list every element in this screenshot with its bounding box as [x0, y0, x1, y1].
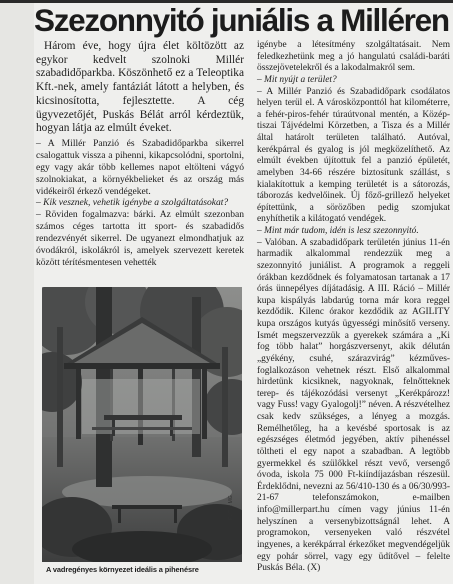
right-body — [257, 40, 450, 575]
left-body — [36, 138, 244, 269]
left-column — [36, 40, 244, 269]
photo-caption: A vadregényes környezet ideális a pihenésre — [46, 565, 199, 574]
body-paragraph: – A Millér Panzió és Szabadidőpark csodálatos helyen terül el. A városközponttól hat kilométerre, a fehér-piros-fehér túraútvonal mentén, a Közép-tiszai Tájvédelmi Körzetben, a Tisza és a Millér által határolt területen található. Autóval, kerékpárral és gyalog is jól megközelíthető. Az elmúlt években újítottuk fel a panzió épületét, amelyben 34-66 részére biztosítunk szállást, s kialakítottuk a kemping területét is a sátorozás, táborozás kedvelőinek. Új főző-grillező helyeket építettünk, a sörözőben pedig szomjukat enyhíthetik a kilátogató vendégek. — [257, 86, 450, 225]
lead-paragraph: Három éve, hogy újra élet költözött az egykor kedvelt szolnoki Millér szabadidőparkba. Köszönhető ez a Teleoptika Kft.-nek, amely fantáziát látott a helyben, és kicsinosította, fejlesztette. A cég ügyvezetőjét, Puskás Bélát arról kérdeztük, hogyan látja az elmúlt éveket. — [36, 40, 244, 135]
right-column — [257, 40, 450, 575]
interview-question: – Mit nyújt a terület? — [257, 74, 337, 85]
photo-credit: FOTÓ: MG — [228, 495, 234, 520]
interview-question: – Kik vesznek, vehetik igénybe a szolgáltatásokat? — [36, 197, 229, 209]
gazebo-in-forest-image — [42, 287, 242, 562]
article-headline: Szezonnyitó juniális a Milléren — [34, 2, 449, 38]
article-lead — [36, 40, 244, 136]
body-paragraph: – A Millér Panzió és Szabadidőparkba sikerrel csalogattuk vissza a pihenni, kikapcsolódni, sportolni, egy vagy akár több kellemes napot eltölteni vágyó szolnokiakat, a környékbelieket és az ország más vidékeiről érkező vendégeket. — [36, 137, 244, 197]
interview-question: – Mint már tudom, idén is lesz szezonnyitó. — [257, 226, 419, 236]
page-margin — [0, 0, 34, 584]
body-paragraph: – Valóban. A szabadidőpark területén június 11-én harmadik alkalommal rendezzük meg a szezonnyitó juniálist. A programok a reggeli órákban kezdődnek és folyamatosan tartanak a 17 órás ünnepélyes díjátadásig. A III. Ráció – Millér kupa kispályás labdarúg torna már kora reggel kezdődik. Kilenc órakor kezdődik az AGILITY kupa országos kutyás ügyességi minősítő verseny. Ismét megszervezzük a gyerekek számára a „Ki fog több halat” horgászversenyt, akik délután „gyékény, csuhé, szárazvirág” kézműves-foglalkozáson vehetnek részt. Első alkalommal hirdetünk kicsiknek, nagyoknak, felnőtteknek terep- és tájékozódási versenyt „Kerékpározz! vagy Fuss! vagy Gyalogolj!” néven. A részvételhez csak kedv szükséges, a lényeg a mozgás. Remélhetőleg, ha a kevésbé sportosak is az egészséges életmód jegyében, aktív pihenéssel töltheti el egy napot a szabadban. A legtöbb gyermekkel és szülőkkel részt vevő, versengő óvoda, iskola 75 000 Ft-kiíndíjazásban részesül. Érdeklődni, nevezni az 56/410-130 és a 06/30/993-21-67 telefonszámokon, e-mailben info@millerpart.hu címen vagy június 11-én helyszínen a versenybizottságnál lehet. A programokon, versenyeken való részvétel ingyenes, a kerékpárral érkezőket megvendégeljük egy pohár sörrel, vagy egy üdítővel – felelte Puskás Béla. (X) — [257, 237, 450, 574]
body-paragraph: – Röviden fogalmazva: bárki. Az elmúlt szezonban számos céges tartotta itt sport- és szabadidős rendezvényét sikerrel. De ugyanezt elmondhatjuk az óvodákról, iskolákról is, amelyek szervezett keretek között térítésmentesen vehették — [36, 209, 244, 268]
body-paragraph: igénybe a létesítmény szolgáltatásait. Nem feledkezhetünk meg a jó hangulatú családi-baráti összejövetelekről és a lakodalmakról sem. — [257, 40, 450, 74]
article-photo — [42, 287, 242, 562]
